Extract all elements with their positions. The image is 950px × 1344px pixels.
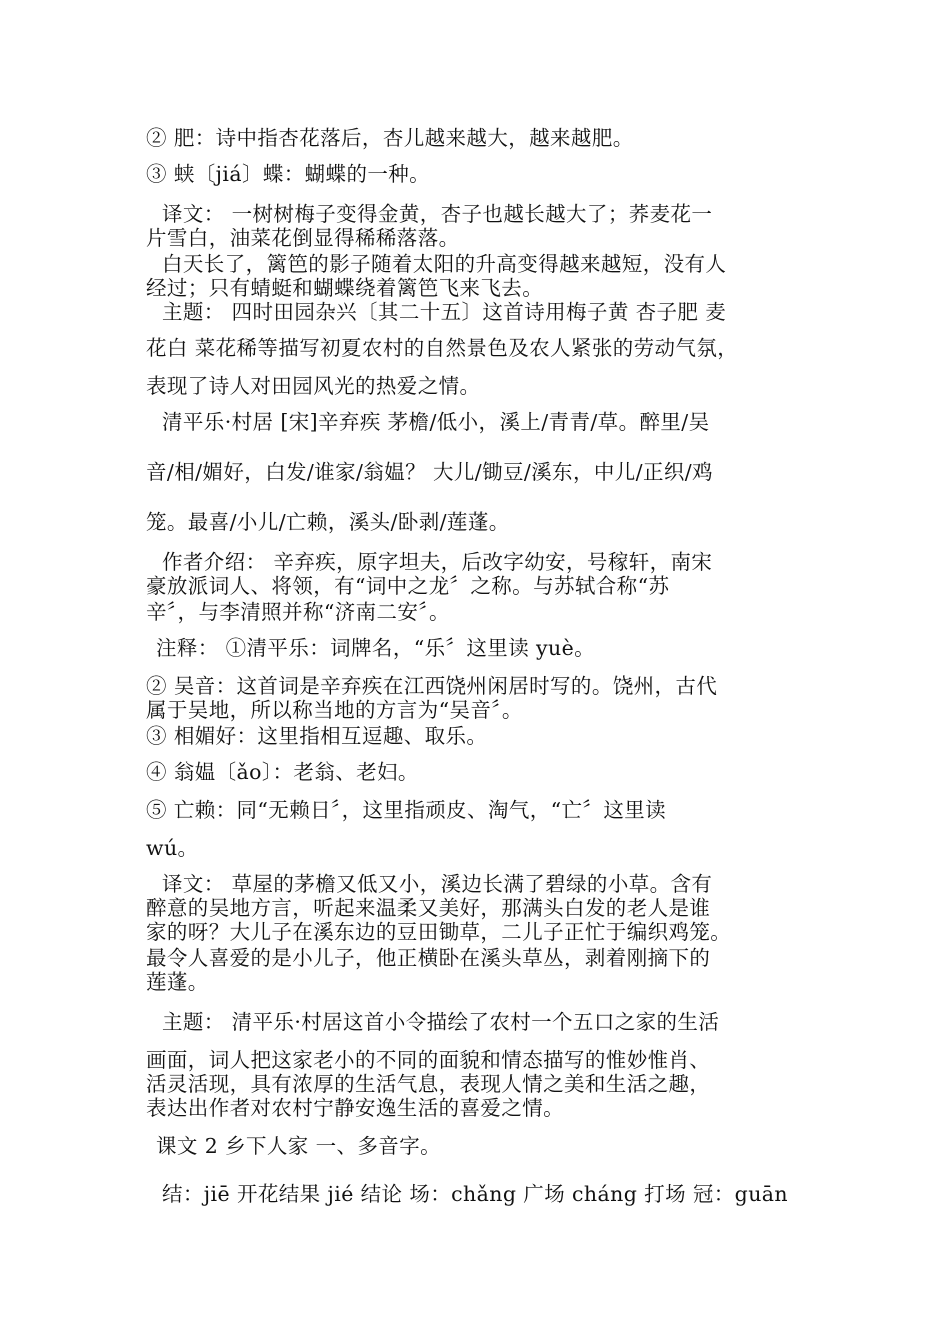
translation-1-line-4: 经过；只有蜻蜓和蝴蝶绕着篱笆飞来飞去。 (146, 276, 544, 300)
translation-2-line-2: 醉意的吴地方言，听起来温柔又美好，那满头白发的老人是谁 (146, 896, 711, 920)
theme-1-line-3: 表现了诗人对田园风光的热爱之情。 (146, 374, 481, 398)
author-intro-line-1: 作者介绍： 辛弃疾，原字坦夫，后改字幼安，号稼轩，南宋 (162, 550, 713, 574)
annotation-fei: ② 肥：诗中指杏花落后，杏儿越来越大，越来越肥。 (146, 126, 634, 150)
poem-line-2: 音/相/媚好，白发/谁家/翁媪？ 大儿/锄豆/溪东，中儿/正织/鸡 (146, 460, 713, 484)
polyphone-line-1: 结：jiē 开花结果 jié 结论 场：chǎng 广场 cháng 打场 冠：guān (162, 1182, 789, 1206)
poem-line-3: 笼。最喜/小儿/亡赖，溪头/卧剥/莲蓬。 (146, 510, 510, 534)
notes-5-line-1: ⑤ 亡赖：同“无赖日〞，这里指顽皮、淘气，“亡〞这里读 (146, 798, 667, 822)
translation-2-line-1: 译文： 草屋的茅檐又低又小，溪边长满了碧绿的小草。含有 (162, 872, 713, 896)
theme-1-line-1: 主题： 四时田园杂兴〔其二十五〕这首诗用梅子黄 杏子肥 麦 (162, 300, 727, 324)
notes-2-line-2: 属于吴地，所以称当地的方言为“吴音〞。 (146, 698, 523, 722)
notes-3: ③ 相媚好：这里指相互逗趣、取乐。 (146, 724, 488, 748)
theme-2-line-1: 主题： 清平乐·村居这首小令描绘了农村一个五口之家的生活 (162, 1010, 720, 1034)
author-intro-line-3: 辛〞，与李清照并称“济南二安〞。 (146, 600, 450, 624)
notes-1: 注释： ①清平乐：词牌名，“乐〞这里读 yuè。 (156, 636, 596, 660)
translation-1-line-2: 片雪白，油菜花倒显得稀稀落落。 (146, 226, 460, 250)
lesson-2-heading: 课文 2 乡下人家 一、多音字。 (156, 1134, 441, 1158)
notes-2-line-1: ② 吴音：这首词是辛弃疾在江西饶州闲居时写的。饶州，古代 (146, 674, 718, 698)
notes-5-line-2: wú。 (146, 836, 199, 860)
author-intro-line-2: 豪放派词人、将领，有“词中之龙〞之称。与苏轼合称“苏 (146, 574, 670, 598)
annotation-jiadie: ③ 蛱〔jiá〕蝶：蝴蝶的一种。 (146, 162, 431, 186)
poem-line-1: 清平乐·村居 [宋]辛弃疾 茅檐/低小，溪上/青青/草。醉里/吴 (162, 410, 710, 434)
theme-2-line-3: 活灵活现，具有浓厚的生活气息，表现人情之美和生活之趣， (146, 1072, 711, 1096)
translation-2-line-5: 莲蓬。 (146, 970, 209, 994)
theme-2-line-2: 画面，词人把这家老小的不同的面貌和情态描写的惟妙惟肖、 (146, 1048, 711, 1072)
translation-2-line-3: 家的呀？大儿子在溪东边的豆田锄草，二儿子正忙于编织鸡笼。 (146, 920, 732, 944)
theme-2-line-4: 表达出作者对农村宁静安逸生活的喜爱之情。 (146, 1096, 564, 1120)
notes-4: ④ 翁媪〔ǎo〕：老翁、老妇。 (146, 760, 419, 784)
theme-1-line-2: 花白 菜花稀等描写初夏农村的自然景色及农人紧张的劳动气氛， (146, 336, 739, 360)
translation-1-line-1: 译文： 一树树梅子变得金黄，杏子也越长越大了；荞麦花一 (162, 202, 713, 226)
translation-1-line-3: 白天长了，篱笆的影子随着太阳的升高变得越来越短，没有人 (162, 252, 727, 276)
translation-2-line-4: 最令人喜爱的是小儿子，他正横卧在溪头草丛，剥着刚摘下的 (146, 946, 711, 970)
